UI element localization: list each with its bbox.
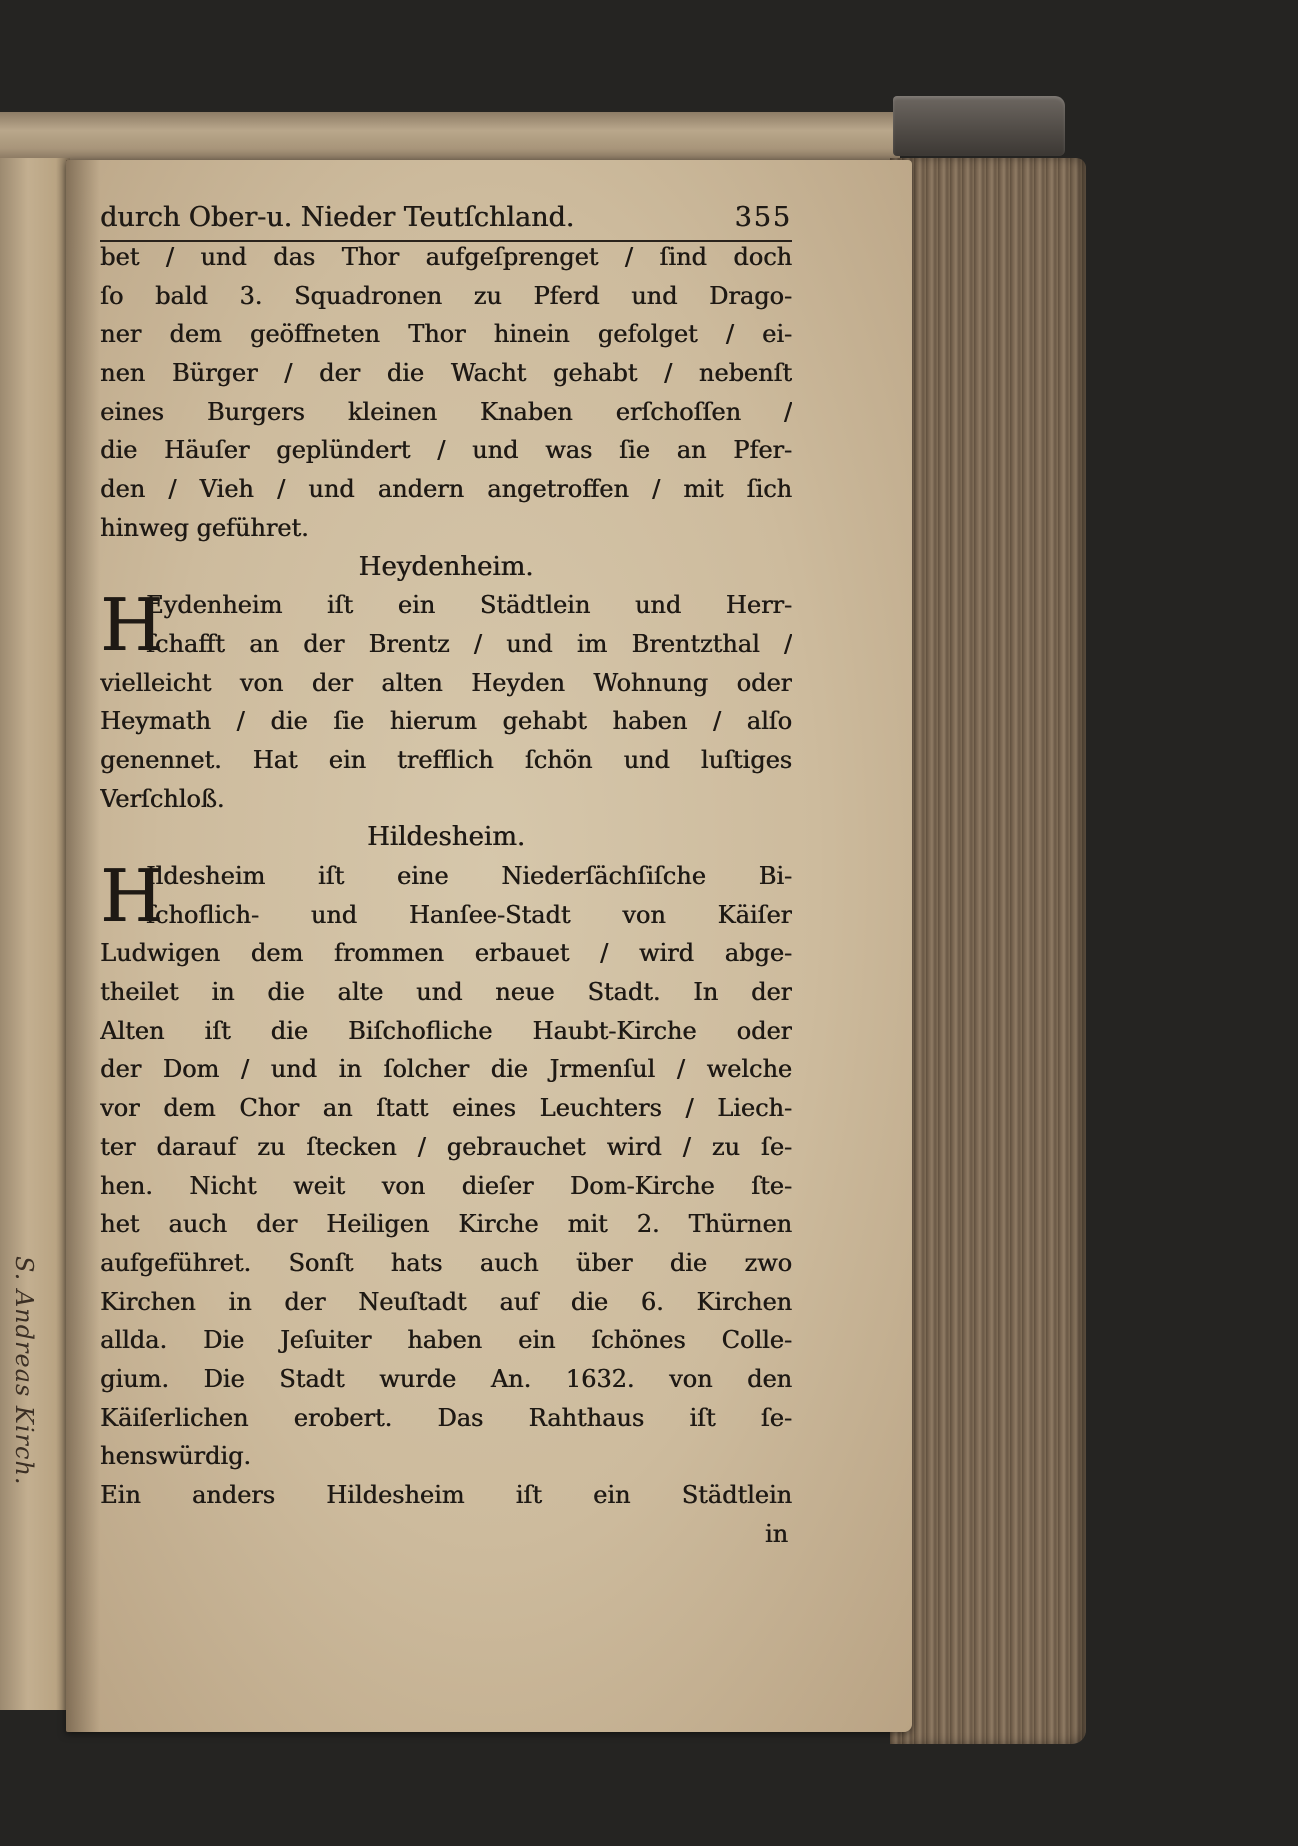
running-header xyxy=(100,198,792,238)
text-column xyxy=(100,238,792,1553)
text-line: hinweg geführet. xyxy=(100,513,309,542)
left-page-edge xyxy=(0,158,70,1710)
text-line: bet / und das Thor aufgeſprenget / ſind doch xyxy=(100,243,792,271)
text-line: ter darauf zu ſtecken / gebrauchet wird / zu ſe- xyxy=(100,1132,792,1161)
book-top-edge xyxy=(0,112,900,164)
text-line: Eydenheim iſt ein Städtlein und Herr- xyxy=(146,591,792,620)
text-line: den / Vieh / und andern angetroffen / mit ſich xyxy=(100,475,792,504)
drop-cap: H xyxy=(100,854,163,938)
text-line: Alten iſt die Biſchofliche Haubt-Kirche oder xyxy=(100,1016,792,1045)
text-line: theilet in die alte und neue Stadt. In der xyxy=(100,978,792,1007)
text-line: nen Bürger / der die Wacht gehabt / nebenſt xyxy=(100,359,792,388)
text-line: der Dom / und in ſolcher die Jrmenſul / welche xyxy=(100,1055,792,1084)
text-line: ſchoflich- und Hanſee-Stadt von Käiſer xyxy=(146,900,792,929)
catchword: in xyxy=(764,1519,788,1548)
text-line: vor dem Chor an ſtatt eines Leuchters / Liech- xyxy=(100,1094,792,1123)
text-line: allda. Die Jeſuiter haben ein ſchönes Colle- xyxy=(100,1326,792,1355)
text-line: ner dem geöffneten Thor hinein gefolget / ei- xyxy=(100,320,792,349)
handwritten-margin-note: S. Andreas Kirch. xyxy=(10,1256,38,1486)
section-hildesheim xyxy=(100,854,792,1476)
text-line: ſchafft an der Brentz / und im Brentzthal / xyxy=(146,629,792,658)
text-line: Verſchloß. xyxy=(100,784,225,813)
text-line: Kirchen in der Neuſtadt auf die 6. Kirchen xyxy=(100,1287,792,1316)
section-heydenheim xyxy=(100,583,792,818)
gutter-shadow xyxy=(66,160,100,1732)
section-heading-heydenheim: Heydenheim. xyxy=(358,551,534,582)
section-heading-hildesheim: Hildesheim. xyxy=(366,822,526,853)
text-line: ſo bald 3. Squadronen zu Pferd und Drago- xyxy=(100,281,792,310)
text-line: Ildesheim iſt eine Niederſächſiſche Bi- xyxy=(146,862,792,890)
text-line: die Häuſer geplündert / und was ſie an Pfer- xyxy=(100,436,792,465)
drop-cap: H xyxy=(100,583,163,668)
text-line: Heymath / die ſie hierum gehabt haben / alſo xyxy=(100,707,792,736)
metal-clasp xyxy=(893,96,1065,156)
page-fore-edge xyxy=(890,158,1086,1744)
text-line: henswürdig. xyxy=(100,1442,251,1471)
text-line: Käiſerlichen erobert. Das Rahthaus iſt ſe- xyxy=(100,1403,792,1432)
text-line: gium. Die Stadt wurde An. 1632. von den xyxy=(100,1364,792,1393)
running-head: durch Ober-u. Nieder Teutſchland. xyxy=(100,202,575,233)
text-line: hen. Nicht weit von dieſer Dom-Kirche ſte- xyxy=(100,1171,792,1200)
text-line: Ludwigen dem frommen erbauet / wird abge- xyxy=(100,939,792,968)
text-line: aufgeführet. Sonſt hats auch über die zwo xyxy=(100,1248,792,1277)
text-line: eines Burgers kleinen Knaben erſchoſſen / xyxy=(100,397,792,426)
page-number: 355 xyxy=(734,202,792,233)
text-line: genennet. Hat ein trefflich ſchön und luſtiges xyxy=(100,745,792,774)
text-line: vielleicht von der alten Heyden Wohnung oder xyxy=(100,668,792,697)
text-line: het auch der Heiligen Kirche mit 2. Thürnen xyxy=(100,1210,792,1239)
closing-line: Ein anders Hildesheim iſt ein Städtlein xyxy=(100,1481,792,1509)
